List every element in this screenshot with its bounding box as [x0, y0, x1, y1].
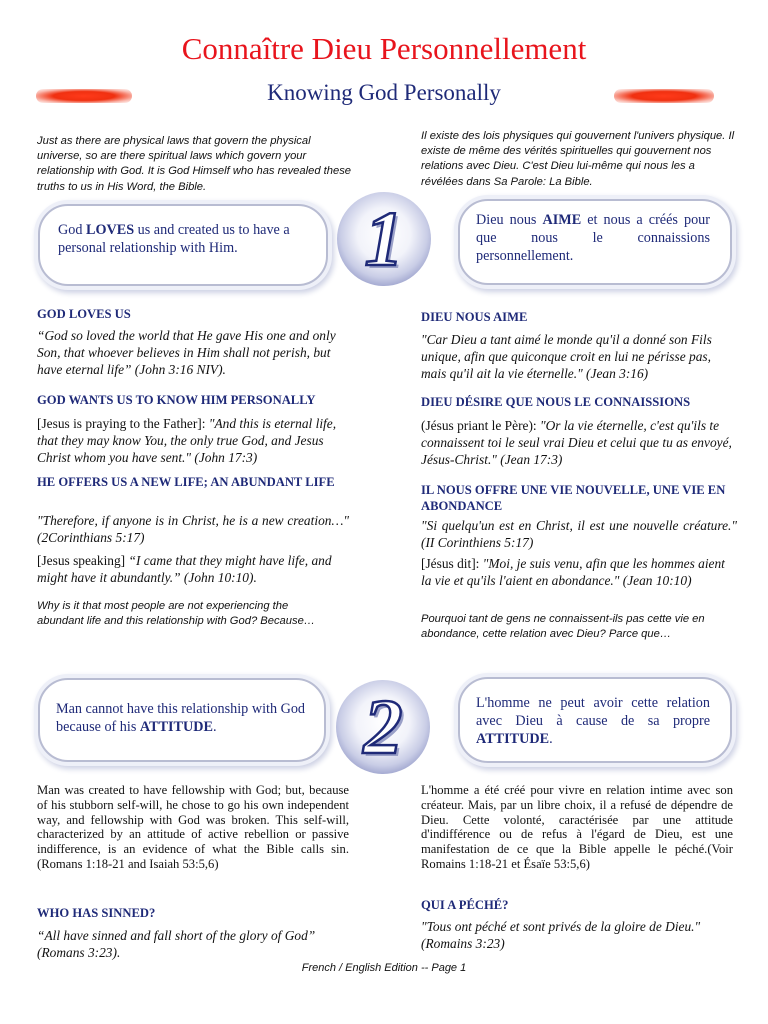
en-2corinthians-quote: "Therefore, if anyone is in Christ, he is a new creation…" (2Corinthians 5:17) — [37, 513, 349, 545]
fr-heading-vie-nouvelle: IL NOUS OFFRE UNE VIE NOUVELLE, UNE VIE EN ABONDANCE — [421, 483, 726, 513]
en-john-17-3-text: [Jesus is praying to the Father]: "And this is eternal life, that they may know You, the only true God, and Jesus Christ whom you have sent." (John 17:3) — [37, 416, 337, 465]
fr-jean-10-10-text: [Jésus dit]: "Moi, je suis venu, afin que les hommes aient la vie et qu'ils l'aient en abondance." (Jean 10:10) — [421, 556, 725, 588]
law1-english-text: God LOVES us and created us to have a personal relationship with Him. — [58, 222, 290, 256]
law1-french-text: Dieu nous AIME et nous a créés pour que nous le connaissions personnellement. — [476, 212, 710, 264]
en-heading-who-has-sinned: WHO HAS SINNED? — [37, 906, 156, 920]
en-heading-know-him: GOD WANTS US TO KNOW HIM PERSONALLY — [37, 393, 316, 407]
page-subtitle: Knowing God Personally — [267, 80, 501, 105]
fr-jean-3-16-quote: "Car Dieu a tant aimé le monde qu'il a donné son Fils unique, afin que quiconque croit en lui ne périsse pas, mais qu'il ait la vie éternelle." (Jean 3:16) — [421, 332, 712, 381]
law1-french-box — [458, 199, 732, 285]
en-romans-3-23-quote: “All have sinned and fall short of the glory of God” (Romans 3:23). — [37, 928, 316, 960]
law2-numeral: 2 — [363, 683, 403, 770]
fr-romains-3-23-quote: "Tous ont péché et sont privés de la gloire de Dieu." (Romains 3:23) — [421, 919, 701, 951]
page-title: Connaître Dieu Personnellement — [181, 31, 587, 66]
fr-2corinthiens-quote: "Si quelqu'un est en Christ, il est une nouvelle créature." (II Corinthiens 5:17) — [421, 518, 737, 550]
law2-french-text: L'homme ne peut avoir cette relation avec Dieu à cause de sa propre ATTITUDE. — [476, 695, 710, 747]
law1-numeral: 1 — [364, 195, 404, 282]
fr-why-question: Pourquoi tant de gens ne connaissent-ils pas cette vie en abondance, cette relation avec Dieu? Parce que… — [421, 613, 705, 640]
law2-number-disc — [336, 680, 430, 774]
fr-heading-dieu-nous-aime: DIEU NOUS AIME — [421, 310, 528, 324]
law2-english-box — [38, 678, 326, 762]
intro-english: Just as there are physical laws that govern the physical universe, so are there spiritual laws which govern your relationship with God. It is God Himself who has revealed these truths to us in His Word, the Bible. — [37, 135, 352, 193]
intro-french: Il existe des lois physiques qui gouvernent l'univers physique. Il existe de même des vérités spirituelles qui gouvernent nos relations avec Dieu. C'est Dieu lui-même qui nous les a révélées dans Sa Parole: La Bible. — [421, 130, 735, 188]
law2-english-text: Man cannot have this relationship with God because of his ATTITUDE. — [56, 701, 306, 735]
law1-english-box — [38, 204, 328, 286]
fr-heading-qui-a-peche: QUI A PÉCHÉ? — [421, 898, 509, 912]
page-footer: French / English Edition -- Page 1 — [301, 962, 467, 974]
en-john-3-16-quote: “God so loved the world that He gave His one and only Son, that whoever believes in Him shall not perish, but have eternal life” (John 3:16 NIV). — [37, 328, 336, 377]
fr-sin-body: L'homme a été créé pour vivre en relation intime avec son créateur. Mais, par un libre choix, il a refusé de dépendre de Dieu. Cette volonté, caractérisée par une attitude d'indifférence ou de refus à l'égard de Dieu, est une manifestation de ce que la Bible appelle le péché.(Voir Romains 1:18-21 et Ésaïe 53:5,6) — [421, 783, 733, 871]
en-john-10-10-text: [Jesus speaking] “I came that they might have life, and might have it abundantly.” (John 10:10). — [37, 553, 332, 585]
en-why-question: Why is it that most people are not experiencing the abundant life and this relationship with God? Because… — [37, 600, 315, 627]
fr-heading-connaissions: DIEU DÉSIRE QUE NOUS LE CONNAISSIONS — [421, 395, 691, 409]
en-heading-new-life: HE OFFERS US A NEW LIFE; AN ABUNDANT LIFE — [37, 475, 335, 489]
en-sin-body: Man was created to have fellowship with God; but, because of his stubborn self-will, he chose to go his own independent way, and fellowship with God was broken. This self-will, characterized by an attitude of active rebellion or passive indifference, is an evidence of what the Bible calls sin. (Romans 1:18-21 and Isaiah 53:5,6) — [37, 783, 349, 871]
accent-bar-right — [614, 89, 714, 103]
law2-french-box — [458, 677, 732, 763]
law1-number-disc — [337, 192, 431, 286]
en-heading-god-loves-us: GOD LOVES US — [37, 307, 131, 321]
fr-jean-17-3-text: (Jésus priant le Père): "Or la vie éternelle, c'est qu'ils te connaissent toi le seul vrai Dieu et celui que tu as envoyé, Jésus-Christ." (Jean 17:3) — [421, 418, 732, 467]
